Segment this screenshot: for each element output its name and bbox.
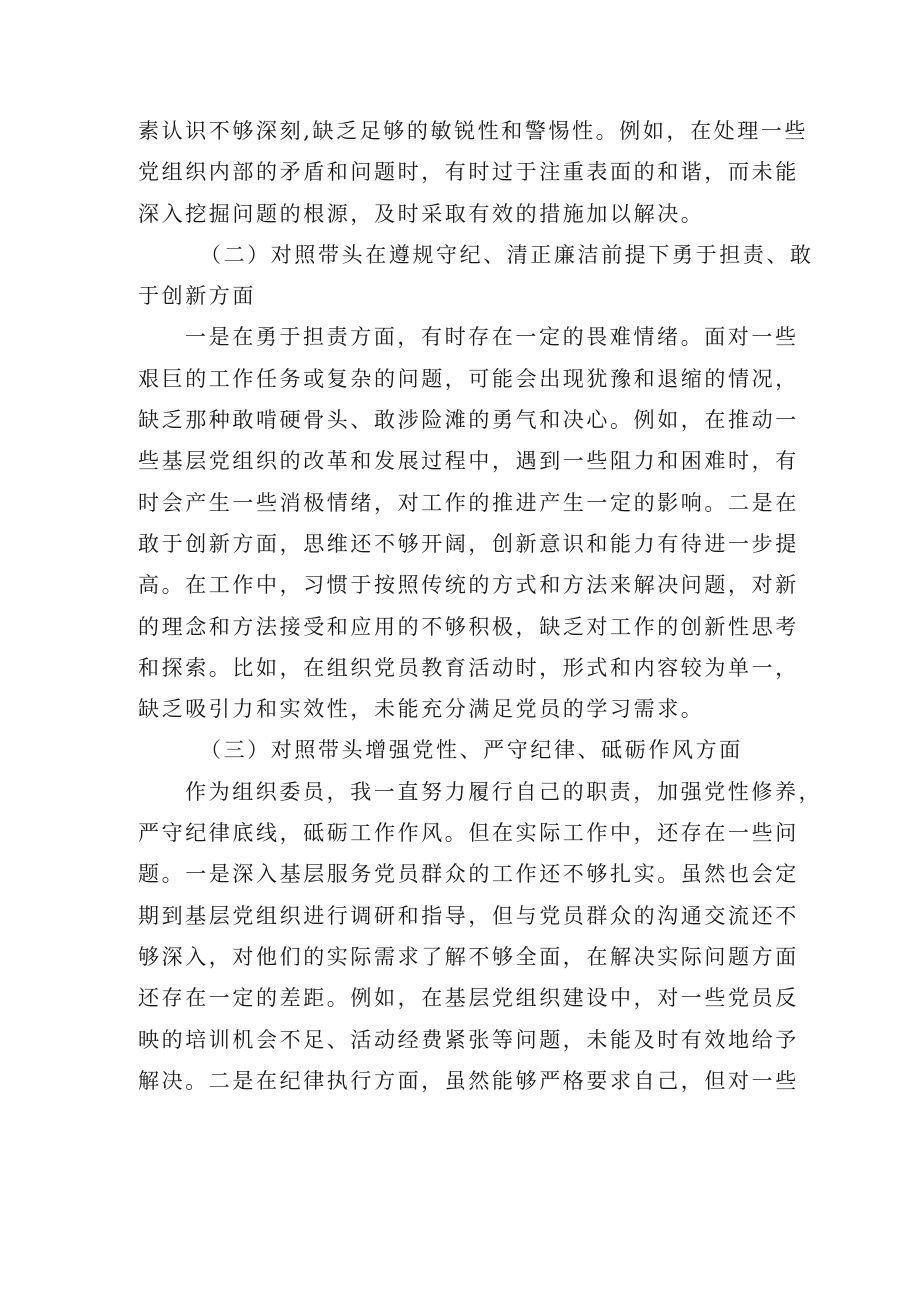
paragraph-line: 艰巨的工作任务或复杂的问题，可能会出现犹豫和退缩的情况， — [138, 366, 799, 391]
document-body — [138, 111, 823, 1102]
paragraph-line: 解决。二是在纪律执行方面，虽然能够严格要求自己，但对一些 — [138, 1068, 799, 1093]
paragraph-line: 期到基层党组织进行调研和指导，但与党员群众的沟通交流还不 — [138, 903, 799, 928]
paragraph-line: 的理念和方法接受和应用的不够积极，缺乏对工作的创新性思考 — [138, 614, 799, 639]
paragraph-line: 映的培训机会不足、活动经费紧张等问题，未能及时有效地给予 — [138, 1027, 799, 1052]
paragraph-line: 严守纪律底线，砥砺工作作风。但在实际工作中，还存在一些问 — [138, 821, 799, 846]
paragraph-line: 题。一是深入基层服务党员群众的工作还不够扎实。虽然也会定 — [138, 862, 799, 887]
section-heading-2-cont: 于创新方面 — [138, 284, 256, 309]
paragraph-line: 党组织内部的矛盾和问题时，有时过于注重表面的和谐，而未能 — [138, 160, 799, 185]
paragraph-line: 深入挖掘问题的根源，及时采取有效的措施加以解决。 — [138, 201, 705, 226]
section-heading-2: （二）对照带头在遵规守纪、清正廉洁前提下勇于担责、敢 — [200, 242, 814, 267]
paragraph-line: 缺乏吸引力和实效性，未能充分满足党员的学习需求。 — [138, 697, 705, 722]
paragraph-line: 高。在工作中，习惯于按照传统的方式和方法来解决问题，对新 — [138, 573, 799, 598]
paragraph-line: 够深入，对他们的实际需求了解不够全面，在解决实际问题方面 — [138, 944, 799, 969]
paragraph-line: 缺乏那种敢啃硬骨头、敢涉险滩的勇气和决心。例如，在推动一 — [138, 408, 799, 433]
paragraph-line: 一是在勇于担责方面，有时存在一定的畏难情绪。面对一些 — [185, 325, 799, 350]
paragraph-line: 还存在一定的差距。例如，在基层党组织建设中，对一些党员反 — [138, 986, 799, 1011]
paragraph-line: 和探索。比如，在组织党员教育活动时，形式和内容较为单一， — [138, 655, 799, 680]
paragraph-line: 些基层党组织的改革和发展过程中，遇到一些阻力和困难时，有 — [138, 449, 799, 474]
paragraph-line: 敢于创新方面，思维还不够开阔，创新意识和能力有待进一步提 — [138, 531, 799, 556]
section-heading-3: （三）对照带头增强党性、严守纪律、砥砺作风方面 — [200, 738, 743, 763]
paragraph-line: 素认识不够深刻,缺乏足够的敏锐性和警惕性。例如，在处理一些 — [138, 119, 809, 143]
paragraph-line: 作为组织委员，我一直努力履行自己的职责，加强党性修养， — [185, 779, 823, 804]
paragraph-line: 时会产生一些消极情绪，对工作的推进产生一定的影响。二是在 — [138, 490, 799, 515]
